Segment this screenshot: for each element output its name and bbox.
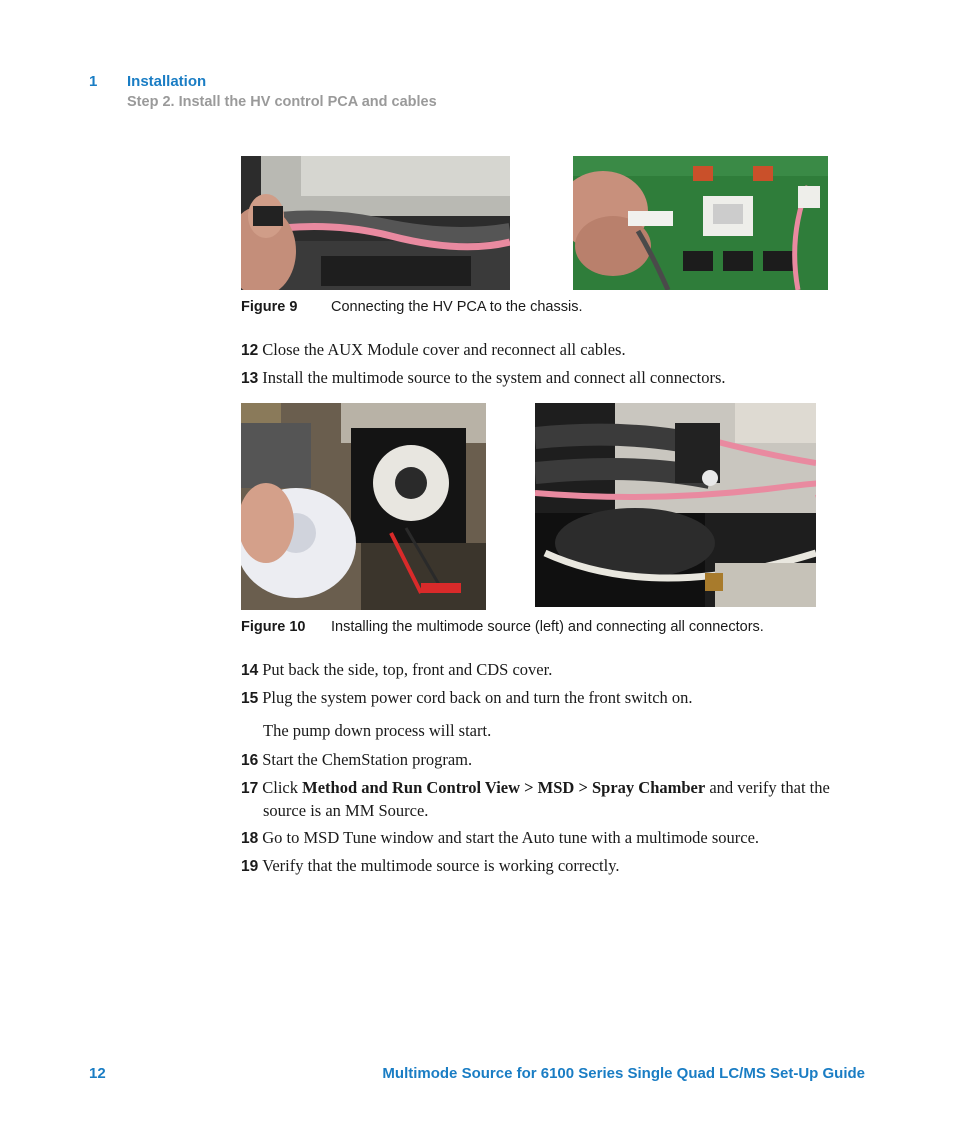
step-text: Go to MSD Tune window and start the Auto tune with a multimode source. bbox=[262, 828, 760, 847]
step-15 bbox=[241, 687, 871, 710]
step-text: Verify that the multimode source is working correctly. bbox=[262, 856, 620, 875]
step-number: 13 bbox=[241, 370, 259, 387]
section-title: Step 2. Install the HV control PCA and cables bbox=[127, 94, 437, 110]
figure-9-photo-left bbox=[241, 156, 510, 290]
menu-path: Method and Run Control View > MSD > Spray Chamber bbox=[302, 778, 706, 797]
step-text: Put back the side, top, front and CDS cover. bbox=[262, 660, 553, 679]
figure-10-label: Figure 10 bbox=[241, 619, 306, 635]
step-number: 17 bbox=[241, 780, 259, 797]
step-text: Install the multimode source to the system and connect all connectors. bbox=[262, 368, 726, 387]
step-12 bbox=[241, 339, 871, 362]
figure-9-label: Figure 9 bbox=[241, 299, 298, 315]
step-number: 19 bbox=[241, 858, 259, 875]
figure-10-caption: Installing the multimode source (left) and connecting all connectors. bbox=[331, 619, 764, 635]
step-number: 18 bbox=[241, 830, 259, 847]
step-15-note: The pump down process will start. bbox=[263, 721, 492, 740]
step-number: 12 bbox=[241, 342, 259, 359]
step-number: 15 bbox=[241, 690, 259, 707]
figure-9-caption: Connecting the HV PCA to the chassis. bbox=[331, 299, 583, 315]
step-text: Plug the system power cord back on and turn the front switch on. bbox=[262, 688, 693, 707]
chapter-number: 1 bbox=[89, 73, 98, 90]
step-16 bbox=[241, 749, 871, 772]
step-19 bbox=[241, 855, 871, 878]
figure-10-photo-right bbox=[535, 403, 816, 607]
step-number: 14 bbox=[241, 662, 259, 679]
document-title: Multimode Source for 6100 Series Single Quad LC/MS Set-Up Guide bbox=[382, 1065, 865, 1082]
step-18 bbox=[241, 827, 871, 850]
step-text-suffix: and verify that the source is an MM Source. bbox=[263, 778, 830, 820]
step-number: 16 bbox=[241, 752, 259, 769]
step-13 bbox=[241, 367, 871, 390]
step-14 bbox=[241, 659, 871, 682]
page-number: 12 bbox=[89, 1065, 106, 1082]
step-text: Start the ChemStation program. bbox=[262, 750, 473, 769]
figure-9-photo-right bbox=[573, 156, 828, 290]
figure-10-photo-left bbox=[241, 403, 486, 610]
step-text-prefix: Click bbox=[262, 778, 303, 797]
chapter-title: Installation bbox=[127, 73, 207, 90]
step-text: Close the AUX Module cover and reconnect all cables. bbox=[262, 340, 626, 359]
step-17 bbox=[241, 777, 871, 822]
